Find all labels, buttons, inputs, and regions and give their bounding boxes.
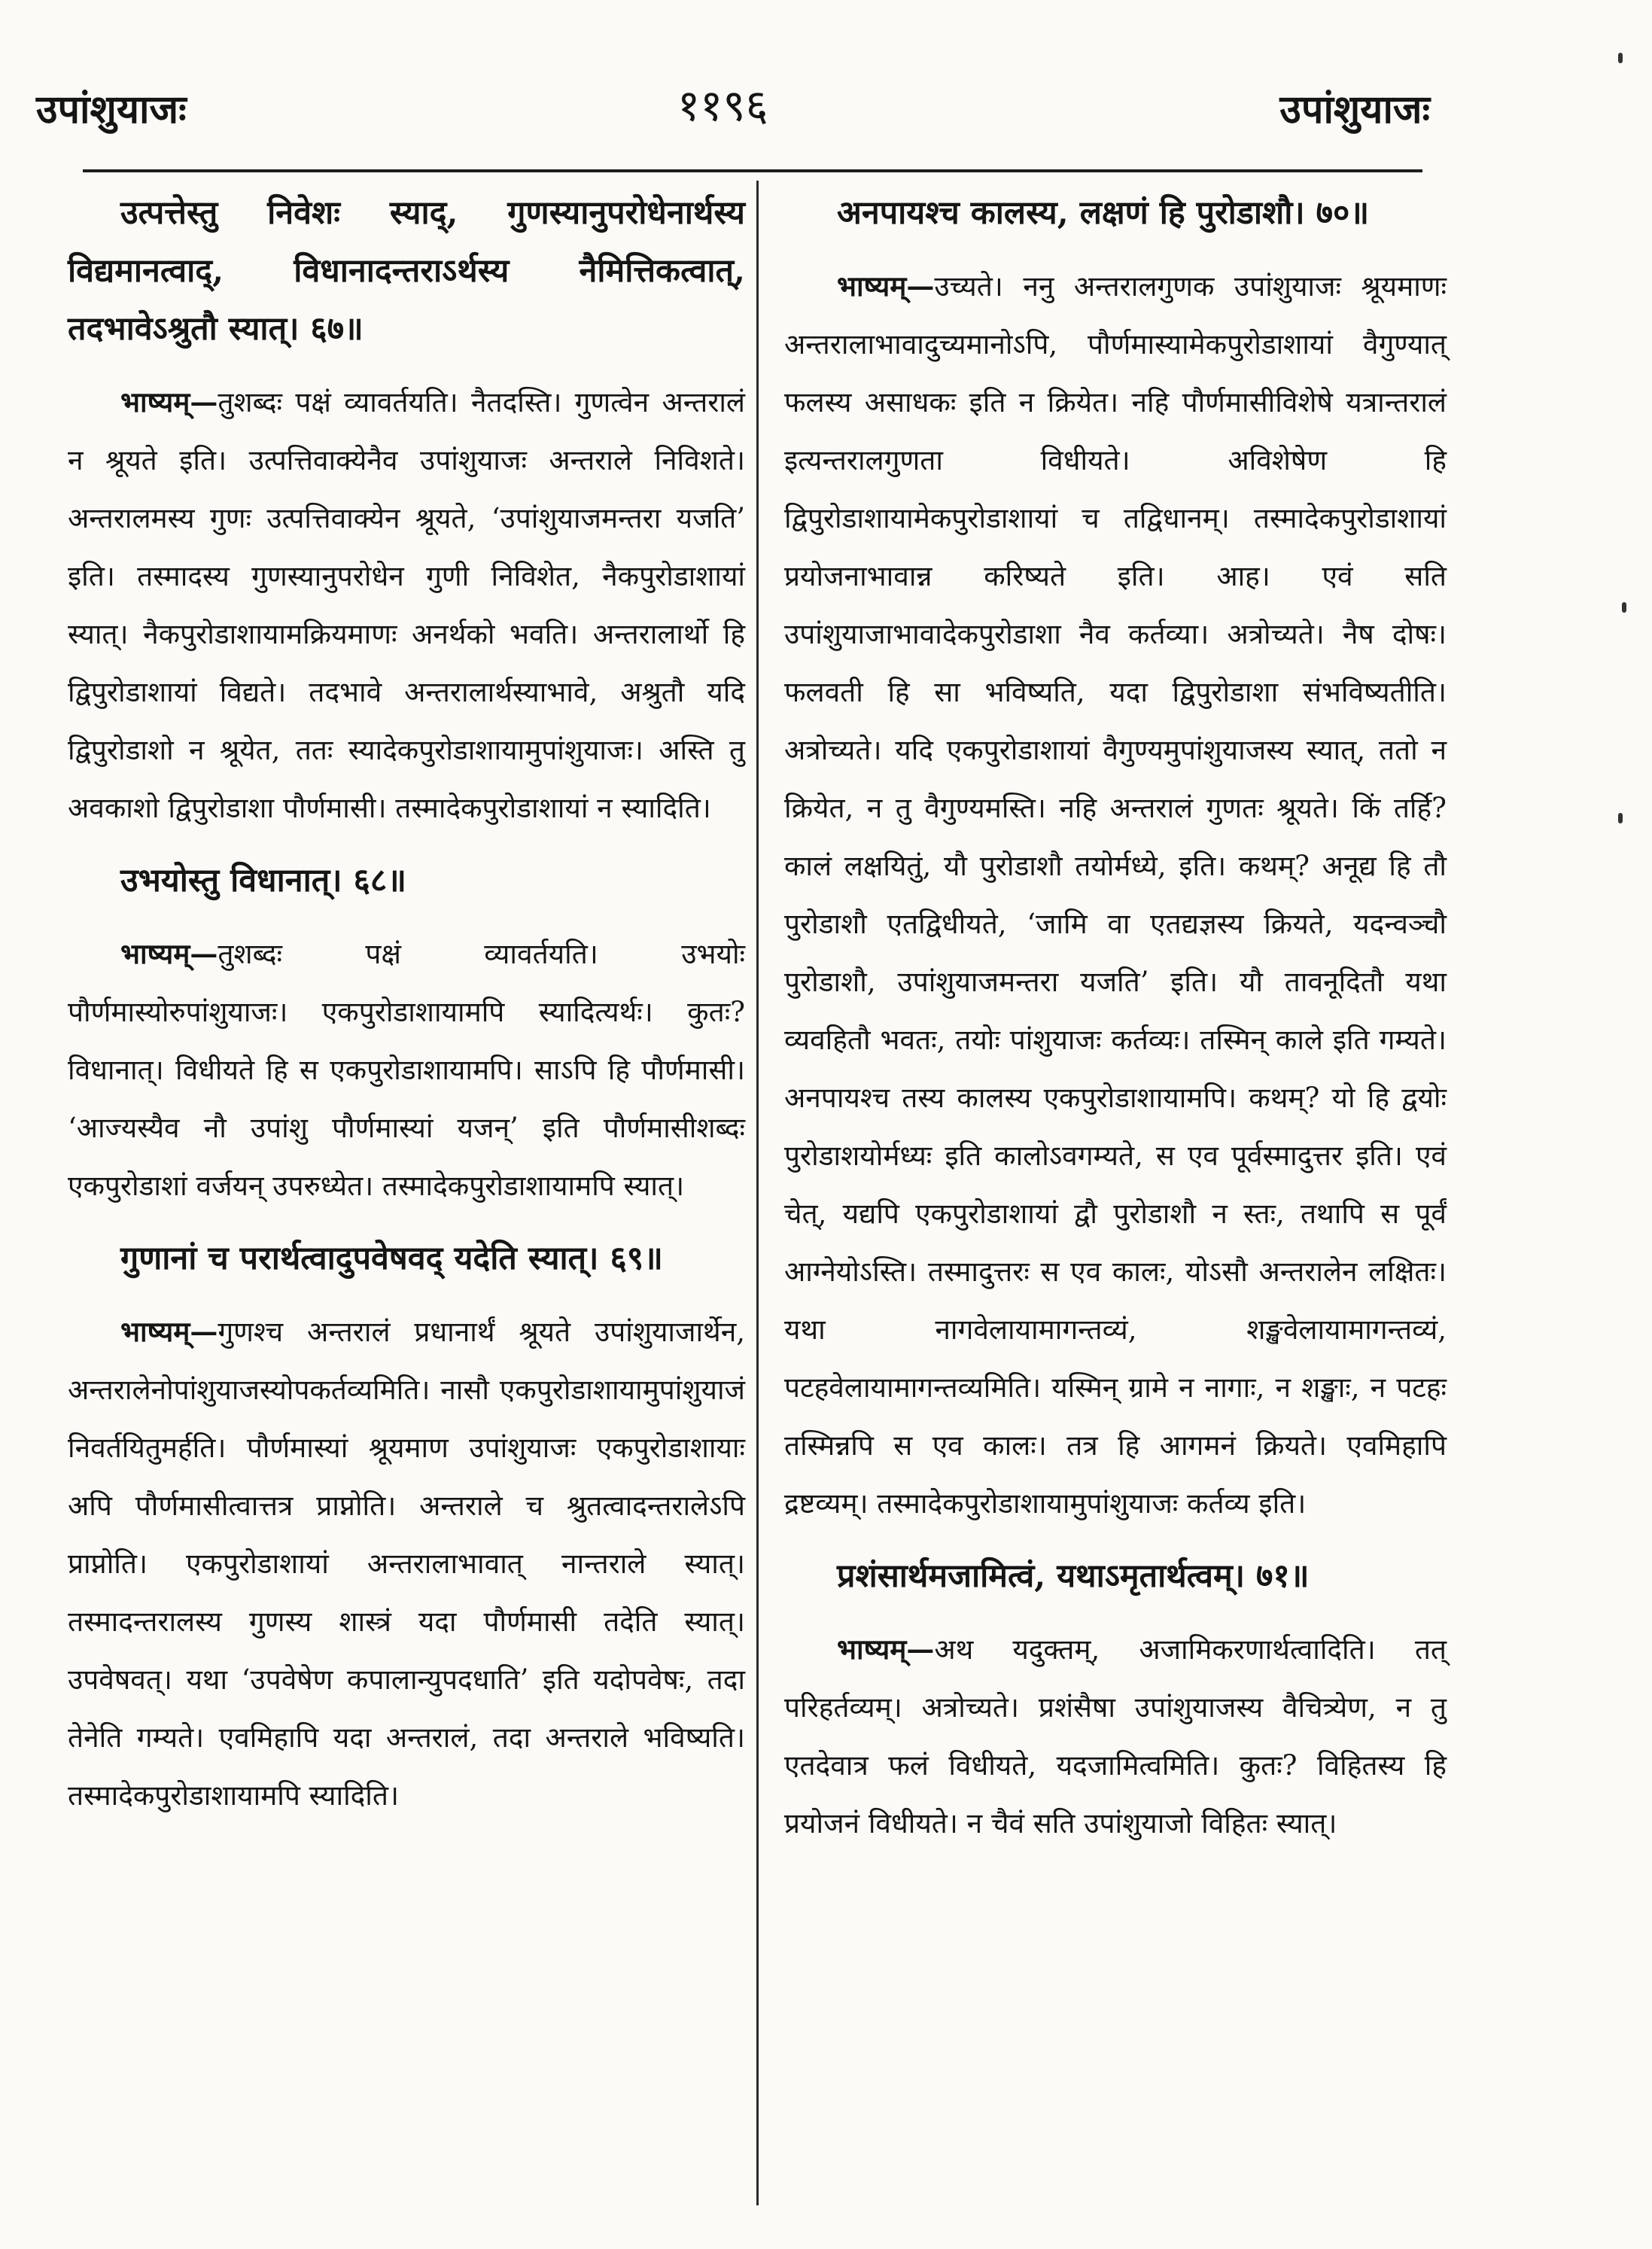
bhashya-label: भाष्यम्— xyxy=(837,269,935,303)
column-divider xyxy=(756,181,759,2205)
bhashya-text: गुणश्च अन्तरालं प्रधानार्थं श्रूयते उपांशुयाजार्थेन, अन्तरालेनोपांशुयाजस्योपकर्तव्यमिति। नासौ एकपुरोडाशायामुपांशुयाजं निवर्तयितुमर्हति। पौर्णमास्यां श्रूयमाण उपांशुयाजः एकपुरोडाशायाः अपि पौर्णमासीत्वात्तत्र प्राप्नोति। अन्तराले च श्रुतत्वादन्तरालेऽपि प्राप्नोति। एकपुरोडाशायां अन्तरालाभावात् नान्तराले स्यात्। तस्मादन्तरालस्य गुणस्य शास्त्रं यदा पौर्णमासी तदेति स्यात्। उपवेषवत्। यथा ‘उपवेषेण कपालान्युपदधाति’ इति यदोपवेषः, तदा तेनेति गम्यते। एवमिहापि यदा अन्तरालं, तदा अन्तराले भविष्यति। तस्मादेकपुरोडाशायामपि स्यादिति। xyxy=(68,1316,745,1812)
page-number: ११९६ xyxy=(677,80,768,131)
bhashya-68 xyxy=(68,925,745,1215)
left-column xyxy=(68,184,745,1840)
running-header xyxy=(30,81,1430,157)
header-rule xyxy=(83,169,1422,172)
bhashya-label: भाष्यम्— xyxy=(120,937,218,970)
header-left-title: उपांशुयाजः xyxy=(36,87,187,132)
sutra-68: उभयोस्तु विधानात्। ६८॥ xyxy=(120,862,406,899)
sutra-71: प्रशंसार्थमजामित्वं, यथाऽमृतार्थत्वम्। ७१॥ xyxy=(837,1557,1310,1595)
bhashya-67 xyxy=(68,373,745,837)
bhashya-70 xyxy=(784,257,1447,1532)
bhashya-text: अथ यदुक्तम्, अजामिकरणार्थत्वादिति। तत् परिहर्तव्यम्। अत्रोच्यते। प्रशंसैषा उपांशुयाजस्य वैचित्र्येण, न तु एतदेवात्र फलं विधीयते, यदजामित्वमिति। कुतः? विहितस्य हि प्रयोजनं विधीयते। न चैवं सति उपांशुयाजो विहितः स्यात्। xyxy=(784,1633,1447,1840)
bhashya-label: भाष्यम्— xyxy=(837,1633,935,1666)
margin-speck xyxy=(1622,602,1626,613)
margin-speck xyxy=(1618,53,1623,63)
bhashya-71 xyxy=(784,1621,1447,1852)
bhashya-label: भाष्यम्— xyxy=(120,1315,218,1348)
header-right-title: उपांशुयाजः xyxy=(1279,87,1430,132)
bhashya-text: उच्यते। ननु अन्तरालगुणक उपांशुयाजः श्रूयमाणः अन्तरालाभावादुच्यमानोऽपि, पौर्णमास्यामेकपुरोडाशायां वैगुण्यात् फलस्य असाधकः इति न क्रियेत। नहि पौर्णमासीविशेषे यत्रान्तरालं इत्यन्तरालगुणता विधीयते। अविशेषेण हि द्विपुरोडाशायामेकपुरोडाशायां च तद्विधानम्। तस्मादेकपुरोडाशायां प्रयोजनाभावान्न करिष्यते इति। आह। एवं सति उपांशुयाजाभावादेकपुरोडाशा नैव कर्तव्या। अत्रोच्यते। नैष दोषः। फलवती हि सा भविष्यति, यदा द्विपुरोडाशा संभविष्यतीति। अत्रोच्यते। यदि एकपुरोडाशायां वैगुण्यमुपांशुयाजस्य स्यात्, ततो न क्रियेत, न तु वैगुण्यमस्ति। नहि अन्तरालं गुणतः श्रूयते। किं तर्हि? कालं लक्षयितुं, यौ पुरोडाशौ तयोर्मध्ये, इति। कथम्? अनूद्य हि तौ पुरोडाशौ एतद्विधीयते, ‘जामि वा एतद्यज्ञस्य क्रियते, यदन्वञ्चौ पुरोडाशौ, उपांशुयाजमन्तरा यजति’ इति। यौ तावनूदितौ यथा व्यवहितौ भवतः, तयोः पांशुयाजः कर्तव्यः। तस्मिन् काले इति गम्यते। अनपायश्च तस्य कालस्य एकपुरोडाशायामपि। कथम्? यो हि द्वयोः पुरोडाशयोर्मध्यः इति कालोऽवगम्यते, स एव पूर्वस्मादुत्तर इति। एवं चेत्, यद्यपि एकपुरोडाशायां द्वौ पुरोडाशौ न स्तः, तथापि स पूर्वं आग्नेयोऽस्ति। तस्मादुत्तरः स एव कालः, योऽसौ अन्तरालेन लक्षितः। यथा नागवेलायामागन्तव्यं, शङ्खवेलायामागन्तव्यं, पटहवेलायामागन्तव्यमिति। यस्मिन् ग्रामे न नागाः, न शङ्खाः, न पटहः तस्मिन्नपि स एव कालः। तत्र हि आगमनं क्रियते। एवमिहापि द्रष्टव्यम्। तस्मादेकपुरोडाशायामुपांशुयाजः कर्तव्य इति। xyxy=(784,270,1447,1520)
sutra-67: उत्पत्तेस्तु निवेशः स्याद्, गुणस्यानुपरोधेनार्थस्य विद्यमानत्वाद्, विधानादन्तराऽर्थस्य नैमित्तिकत्वात्, तदभावेऽश्रुतौ स्यात्। ६७॥ xyxy=(68,194,745,348)
right-column xyxy=(784,184,1447,1867)
margin-speck xyxy=(1618,813,1623,823)
bhashya-label: भाष्यम्— xyxy=(120,385,218,418)
sutra-69: गुणानां च परार्थत्वादुपवेषवद् यदेति स्यात्। ६९॥ xyxy=(120,1240,663,1277)
bhashya-text: तुशब्दः पक्षं व्यावर्तयति। नैतदस्ति। गुणत्वेन अन्तरालं न श्रूयते इति। उत्पत्तिवाक्येनैव उपांशुयाजः अन्तराले निविशते। अन्तरालमस्य गुणः उत्पत्तिवाक्येन श्रूयते, ‘उपांशुयाजमन्तरा यजति’ इति। तस्मादस्य गुणस्यानुपरोधेन गुणी निविशेत, नैकपुरोडाशायां स्यात्। नैकपुरोडाशायामक्रियमाणः अनर्थको भवति। अन्तरालार्थो हि द्विपुरोडाशायां विद्यते। तदभावे अन्तरालार्थस्याभावे, अश्रुतौ यदि द्विपुरोडाशो न श्रूयेत, ततः स्यादेकपुरोडाशायामुपांशुयाजः। अस्ति तु अवकाशो द्विपुरोडाशा पौर्णमासी। तस्मादेकपुरोडाशायां न स्यादिति। xyxy=(68,386,745,824)
bhashya-text: तुशब्दः पक्षं व्यावर्तयति। उभयोः पौर्णमास्योरुपांशुयाजः। एकपुरोडाशायामपि स्यादित्यर्थः। कुतः? विधानात्। विधीयते हि स एकपुरोडाशायामपि। साऽपि हि पौर्णमासी। ‘आज्यस्यैव नौ उपांशु पौर्णमास्यां यजन्’ इति पौर्णमासीशब्दः एकपुरोडाशां वर्जयन् उपरुध्येत। तस्मादेकपुरोडाशायामपि स्यात्। xyxy=(68,938,745,1202)
sutra-70: अनपायश्च कालस्य, लक्षणं हि पुरोडाशौ। ७०॥ xyxy=(837,194,1370,232)
bhashya-69 xyxy=(68,1303,745,1824)
